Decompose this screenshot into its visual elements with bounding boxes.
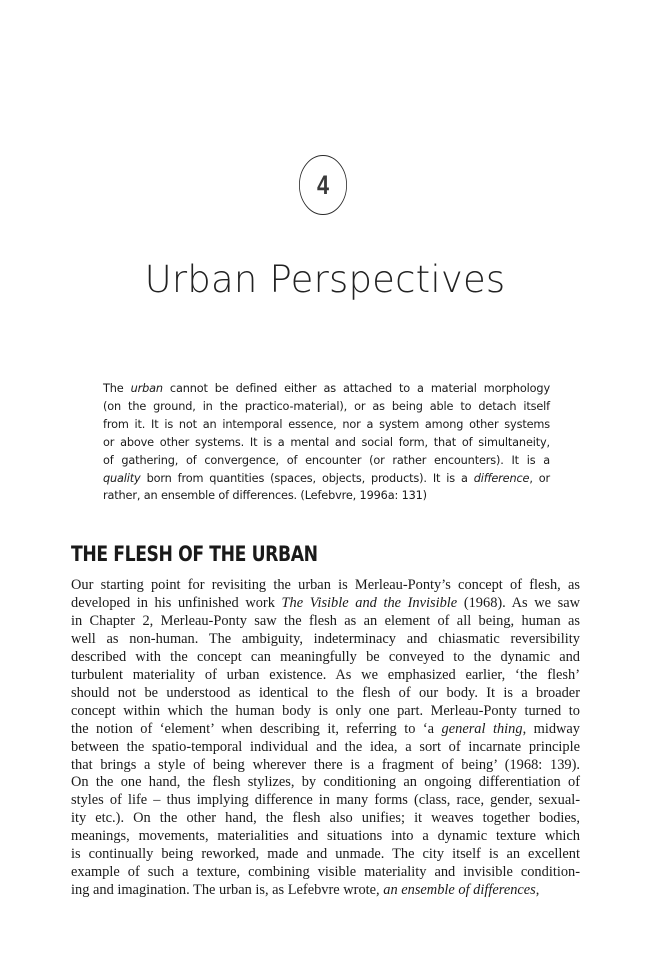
body-line: meanings, movements, materialities and situations into a dynamic texture which [71,828,580,845]
body-line: described with the concept can meaningfully be conveyed to the dynamic and [71,648,580,665]
body-line: should not be understood as identical to the flesh of our body. It is a broader [71,684,580,701]
body-line: On the one hand, the flesh stylizes, by conditioning an ongoing differentiation of [71,774,580,791]
epigraph-quote [103,380,550,505]
chapter-title: Urban Perspectives [144,258,506,301]
epigraph-line: or above other systems. It is a mental and social form, that of simultaneity, [103,435,550,449]
body-line: ity etc.). On the other hand, the flesh also unifies; it weaves together bodies, [71,810,580,827]
body-line: that brings a style of being wherever there is a fragment of being’ (1968: 139). [71,756,580,773]
epigraph-line: rather, an ensemble of differences. (Lefebvre, 1996a: 131) [103,489,427,503]
body-italic-text: The Visible and the Invisible [281,594,458,611]
epigraph-italic-text: urban [130,382,163,395]
epigraph-line: from it. It is not an intemporal essence, nor a system among other systems [103,417,550,431]
epigraph-italic-text: difference [473,471,530,485]
body-italic-text: general thing [441,720,523,737]
section-heading: THE FLESH OF THE URBAN [71,542,318,566]
chapter-number: 4 [316,169,330,200]
chapter-number-badge [299,155,347,215]
body-line: is continually being reworked, made and unmade. The city itself is an excellent [71,846,580,863]
body-paragraph [71,577,580,900]
body-line: concept within which the human body is only one part. Merleau-Ponty turned to [71,702,580,719]
epigraph-line: of gathering, of convergence, of encounter (or rather encounters). It is a [103,453,550,467]
epigraph-italic-text: quality [103,471,141,485]
body-line: well as non-human. The ambiguity, indeterminacy and chiasmatic reversibility [71,630,580,647]
body-italic-text: an ensemble of differences [383,882,536,899]
body-line: styles of life – thus implying difference in many forms (class, race, gender, sexual- [71,792,580,809]
body-line: developed in his unfinished work The Visible and the Invisible (1968). As we saw [71,594,580,611]
epigraph-line: The urban cannot be defined either as attached to a material morphology [103,382,550,395]
body-line: in Chapter 2, Merleau-Ponty saw the flesh as an element of all being, human as [71,612,580,629]
body-line: ing and imagination. The urban is, as Lefebvre wrote, an ensemble of differences, [71,882,540,899]
body-line: Our starting point for revisiting the urban is Merleau-Ponty’s concept of flesh, as [71,577,580,593]
epigraph-line: (on the ground, in the practico-material), or as being able to detach itself [103,399,550,413]
body-line: the notion of ‘element’ when describing it, referring to ‘a general thing, midway [71,720,580,737]
body-line: between the spatio-temporal individual and the idea, a sort of incarnate principle [71,738,580,755]
epigraph-line: quality born from quantities (spaces, objects, products). It is a difference, or [103,471,550,485]
body-line: turbulent materiality of urban existence. As we emphasized earlier, ‘the flesh’ [71,666,580,683]
body-line: example of such a texture, combining visible materiality and invisible condition- [71,864,580,881]
